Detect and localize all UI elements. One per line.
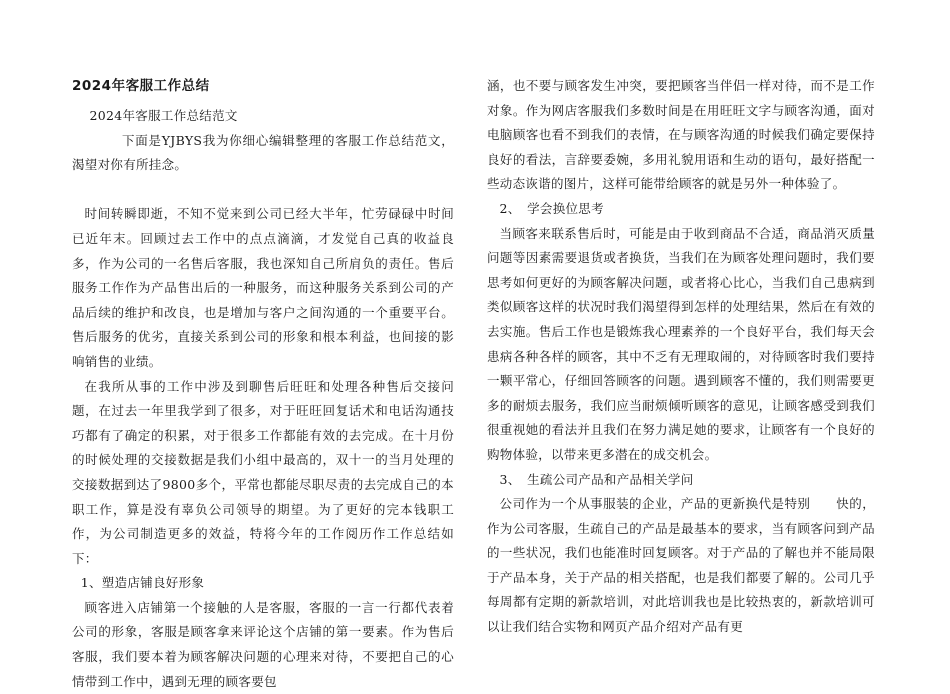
- document-subtitle: 2024年客服工作总结范文: [89, 108, 238, 123]
- right-column: [487, 74, 875, 640]
- section-heading-3: 3、 生疏公司产品和产品相关学问: [499, 471, 694, 487]
- section-heading-1: 1、塑造店铺良好形象: [80, 575, 205, 591]
- intro-paragraph: 下面是YJBYS我为你细心编辑整理的客服工作总结范文，渴望对你有所挂念。: [72, 132, 454, 173]
- left-column: [72, 76, 454, 694]
- section-heading-2: 2、 学会换位思考: [499, 200, 604, 216]
- body-paragraph-5: 当顾客来联系售后时，可能是由于收到商品不合适，商品消灭质量问题等因素需要退货或者换货，当我们在为顾客处理问题时，我们要思考如何更好的为顾客解决问题，或者将心比心，当我们自己患病到类似顾客这样的状况时我们渴望得到怎样的处理结果，然后在有效的去实施。售后工作也是锻炼我心理素养的一个良好平台，我们每天会患病各种各样的顾客，其中不乏有无理取闹的，对待顾客时我们要持一颗平常心，仔细回答顾客的问题。遇到顾客不懂的，我们则需要更多的耐烦去服务，我们应当耐烦倾听顾客的意见，让顾客感受到我们很重视她的看法并且我们在努力满足她的要求，让顾客有一个良好的购物体验，以带来更多潜在的成交机会。: [487, 225, 875, 462]
- body-paragraph-6: 公司作为一个从事服装的企业，产品的更新换代是特别 快的，作为公司客服，生疏自己的产品是最基本的要求，当有顾客问到产品的一些状况，我们也能准时回复顾客。对于产品的了解也并不能局限于产品本身，关于产品的相关搭配，也是我们都要了解的。公司几乎每周都有定期的新款培训，对此培训我也是比较热衷的，新款培训可以让我们结合实物和网页产品介绍对产品有更: [487, 496, 875, 635]
- body-paragraph-2: 在我所从事的工作中涉及到聊售后旺旺和处理各种售后交接问题，在过去一年里我学到了很多，对于旺旺回复话术和电话沟通技巧都有了确定的积累，对于很多工作都能有效的去完成。在十月份的时候处理的交接数据是我们小组中最高的，双十一的当月处理的交接数据到达了9800多个，平常也都能尽职尽责的去完成自己的本职工作，算是没有辜负公司领导的期望。为了更好的完本钱职工作，为公司制造更多的效益，特将今年的工作阅历作工作总结如下：: [72, 378, 454, 566]
- body-paragraph-1: 时间转瞬即逝，不知不觉来到公司已经大半年，忙劳碌碌中时间已近年末。回顾过去工作中的点点滴滴，才发觉自己真的收益良多，作为公司的一名售后客服，我也深知自己所肩负的责任。售后服务工作作为产品售出后的一种服务，而这种服务关系到公司的产品后续的维护和改良，也是增加与客户之间沟通的一个重要平台。售后服务的优劣，直接关系到公司的形象和根本利益，也间接的影响销售的业绩。: [72, 206, 454, 369]
- body-paragraph-4: 涵，也不要与顾客发生冲突，要把顾客当伴侣一样对待，而不是工作对象。作为网店客服我们多数时间是在用旺旺文字与顾客沟通，面对电脑顾客也看不到我们的表情，在与顾客沟通的时候我们确定要保持良好的看法，言辞要委婉，多用礼貌用语和生动的语句，最好搭配一些动态诙谐的图片，这样可能带给顾客的就是另外一种体验了。: [487, 78, 875, 192]
- paragraph-gap: [72, 178, 454, 203]
- document-title: 2024年客服工作总结: [72, 78, 210, 94]
- body-paragraph-3: 顾客进入店铺第一个接触的人是客服，客服的一言一行都代表着公司的形象，客服是顾客拿来评论这个店铺的第一要素。作为售后客服，我们要本着为顾客解决问题的心理来对待，不要把自己的心情带到工作中，遇到无理的顾客要包: [72, 599, 454, 689]
